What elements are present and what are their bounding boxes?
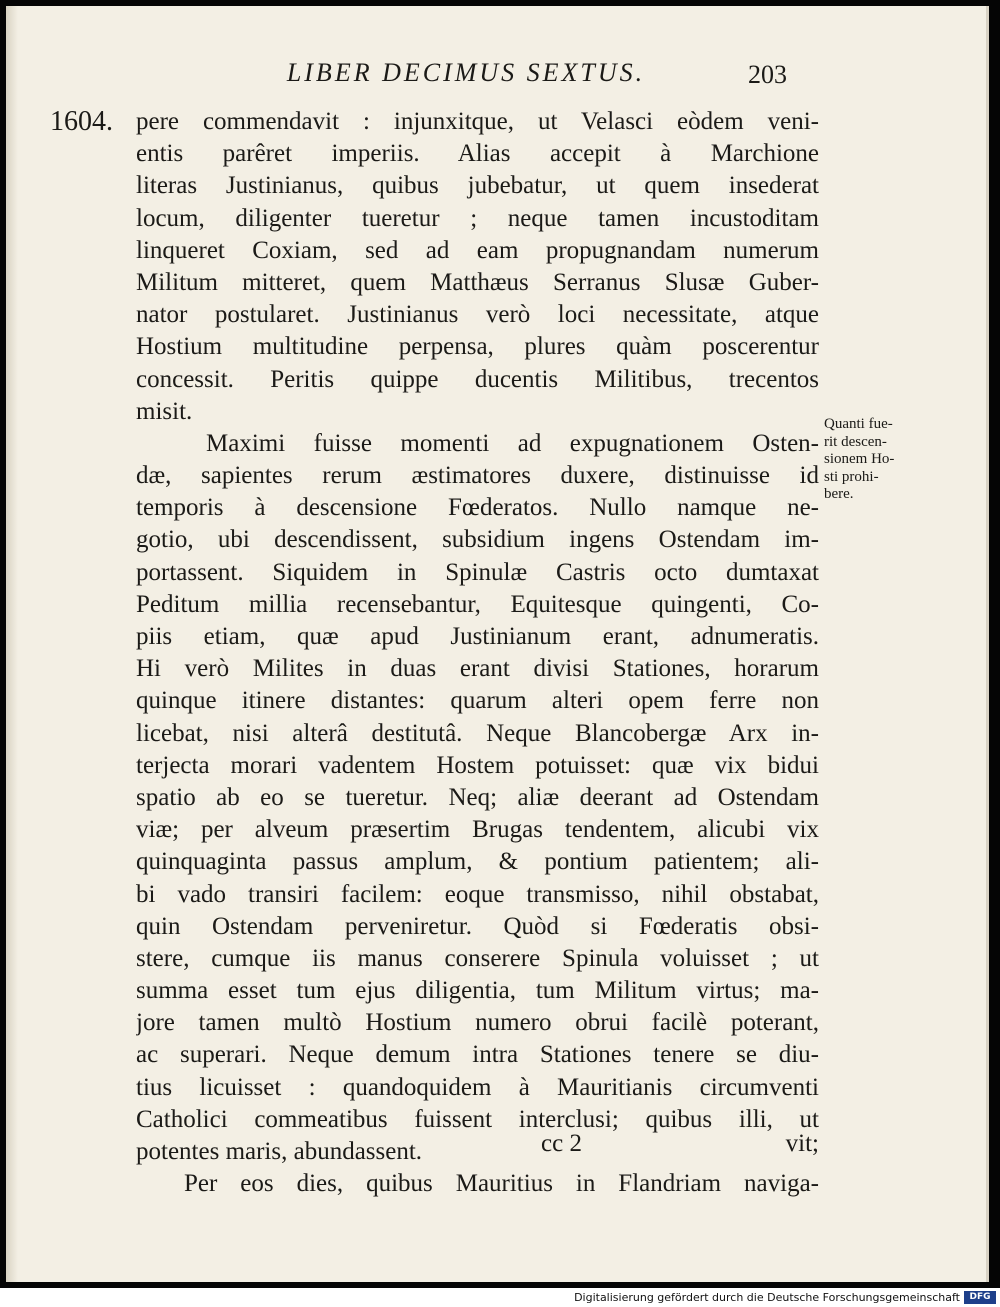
- text-line: Per eos dies, quibus Mauritius in Flandriam naviga-: [184, 1170, 819, 1198]
- text-line: nator postularet. Justinianus verò loci necessitate, atque: [136, 301, 819, 329]
- text-line: Militum mitteret, quem Matthæus Serranus Slusæ Guber-: [136, 268, 819, 296]
- text-line: tius licuisset : quandoquidem à Mauritianis circumventi: [136, 1073, 819, 1101]
- text-line: licebat, nisi alterâ destitutâ. Neque Blancobergæ Arx in-: [136, 719, 819, 747]
- text-line: quinque itinere distantes: quarum alteri opem ferre non: [136, 687, 819, 715]
- text-line: potentes maris, abundassent.: [136, 1138, 423, 1165]
- text-line: locum, diligenter tueretur ; neque tamen incustoditam: [136, 204, 819, 232]
- text-line: viæ; per alveum præsertim Brugas tendentem, alicubi vix: [136, 816, 819, 844]
- text-line: concessit. Peritis quippe ducentis Militibus, trecentos: [136, 365, 819, 393]
- marginal-note-line: sionem Ho-: [824, 451, 895, 467]
- text-line: Hi verò Milites in duas erant divisi Stationes, horarum: [136, 655, 819, 683]
- marginal-note-line: Quanti fue-: [824, 416, 893, 432]
- marginal-note-line: rit descen-: [824, 433, 887, 450]
- dfg-logo-icon: DFG: [964, 1291, 996, 1304]
- text-line: pere commendavit : injunxitque, ut Velasci eòdem veni-: [136, 108, 819, 135]
- text-line: temporis à descensione Fœderatos. Nullo namque ne-: [136, 494, 819, 522]
- text-line: entis parêret imperiis. Alias accepit à Marchione: [136, 140, 819, 168]
- catchword: vit;: [785, 1130, 819, 1157]
- text-line: terjecta morari vadentem Hostem potuisset: quæ vix bidui: [136, 751, 819, 779]
- margin-year: 1604.: [50, 106, 113, 137]
- text-line: piis etiam, quæ apud Justinianum erant, adnumeratis.: [136, 623, 819, 650]
- text-line: quin Ostendam perveniretur. Quòd si Fœderatis obsi-: [136, 912, 819, 940]
- marginal-note-line: sti prohi-: [824, 468, 879, 485]
- body-text: [136, 106, 819, 1200]
- text-line: Hostium multitudine perpensa, plures quàm poscerentur: [136, 333, 819, 361]
- marginal-note-line: bere.: [824, 486, 854, 502]
- text-line: jore tamen multò Hostium numero obrui facilè poterant,: [136, 1009, 819, 1037]
- text-line: Catholici commeatibus fuissent interclusi; quibus illi, ut: [136, 1105, 819, 1133]
- text-line: literas Justinianus, quibus jubebatur, ut quem insederat: [136, 172, 819, 200]
- text-line: misit.: [136, 397, 193, 425]
- running-title: LIBER DECIMUS SEXTUS.: [286, 58, 646, 87]
- text-line: dæ, sapientes rerum æstimatores duxere, distinuisse id: [136, 462, 819, 490]
- book-page: [6, 6, 989, 1282]
- text-line: portassent. Siquidem in Spinulæ Castris octo dumtaxat: [136, 558, 819, 586]
- text-line: Maximi fuisse momenti ad expugnationem Osten-: [206, 429, 819, 457]
- page-number: 203: [748, 60, 787, 89]
- text-line: gotio, ubi descendissent, subsidium ingens Ostendam im-: [136, 526, 819, 554]
- text-line: ac superari. Neque demum intra Stationes tenere se diu-: [136, 1041, 819, 1069]
- page-foot-line: [136, 1130, 819, 1162]
- digitization-footer: [0, 1289, 1000, 1307]
- marginal-note: [824, 416, 924, 504]
- text-line: Peditum millia recensebantur, Equitesque quingenti, Co-: [136, 590, 819, 618]
- text-line: summa esset tum ejus diligentia, tum Militum virtus; ma-: [136, 977, 819, 1005]
- text-line: quinquaginta passus amplum, & pontium patientem; ali-: [136, 848, 819, 876]
- funding-credit: Digitalisierung gefördert durch die Deutsche Forschungsgemeinschaft: [574, 1291, 960, 1304]
- text-line: linqueret Coxiam, sed ad eam propugnandam numerum: [136, 236, 819, 264]
- text-line: stere, cumque iis manus conserere Spinula voluisset ; ut: [136, 944, 819, 972]
- signature-mark: cc 2: [541, 1130, 582, 1157]
- text-line: spatio ab eo se tueretur. Neq; aliæ deerant ad Ostendam: [136, 783, 819, 811]
- text-line: bi vado transiri facilem: eoque transmisso, nihil obstabat,: [136, 880, 819, 908]
